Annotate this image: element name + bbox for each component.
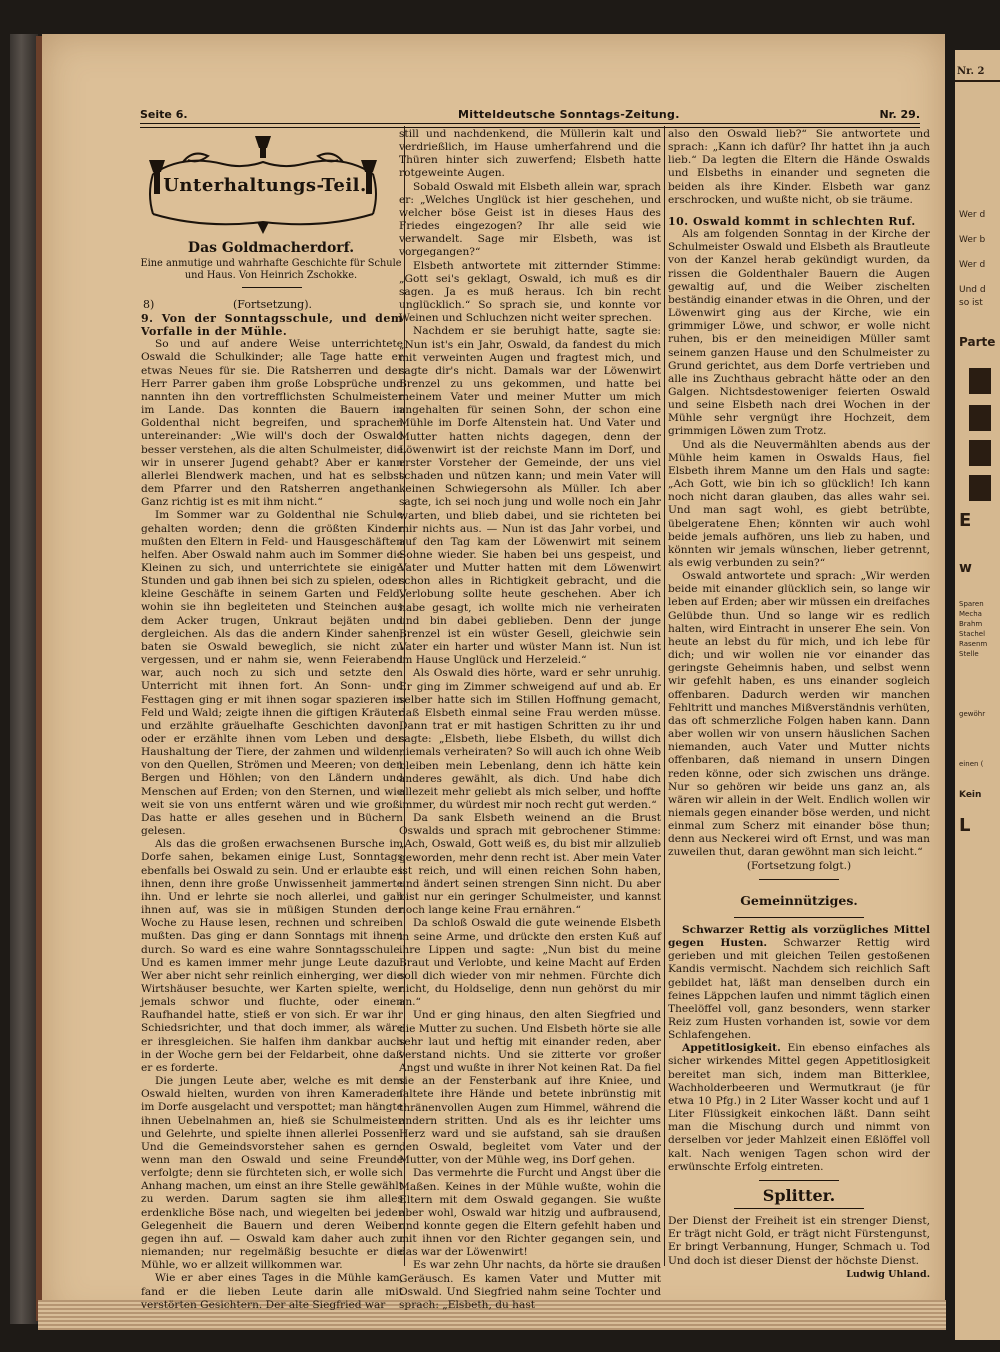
book-binding [10, 34, 38, 1324]
adjacent-fragment: Wer d [959, 260, 986, 270]
adjacent-fragment: Rasenm [959, 640, 988, 648]
adjacent-fragment: Stachel [959, 630, 986, 638]
tip-text: Schwarzer Rettig wird gerieben und mit gleichen Teilen gestoßenen Kandis vermischt. Nachdem sich reichlich Saft gebildet hat, läßt man denselben durch ein feines Läppchen laufen und nimmt täglich einen Theelöffel voll, ganz besonders, wenn starker Reiz zum Husten vorhanden ist, sowie vor dem Schlafengehen. [668, 937, 930, 1042]
adjacent-rule [955, 80, 1000, 82]
paragraph: Wie er aber eines Tages in die Mühle kam, fand er die lieben Leute darin alle mit verstörten Gesichtern. Der alte Siegfried war [141, 1272, 403, 1311]
adjacent-fragment: Wer d [959, 210, 986, 220]
paragraph: Da schloß Oswald die gute weinende Elsbeth in seine Arme, und drückte den ersten Kuß auf ihre Lippen und sagte: „Nun bist du meine Braut und Verlobte, und keine Macht auf Erden soll dich wieder von mir nehmen. Fürchte dich nicht, du Holdselige, denn nun gehörst du mir an.“ [399, 917, 661, 1009]
adjacent-fragment: L [959, 815, 971, 836]
paragraph: also den Oswald lieb?“ Sie antwortete und sprach: „Kann ich dafür? Ihr hattet ihn ja auch lieb.“ Da legten die Eltern die Hände Oswalds und Elsbeths in einander und segneten die beiden als ihre Kinder. Elsbeth war ganz erschrocken, und wußte nicht, ob sie träume. [668, 128, 930, 206]
page-header [140, 108, 920, 124]
adjacent-fragment: Brahm [959, 620, 983, 628]
paragraph: Oswald antwortete und sprach: „Wir werden beide mit einander glücklich sein, so lange wir leben auf Erden; aber wir müssen ein dreifaches Gelübde thun. Und so lange wir es redlich halten, wird Eintracht in unserer Ehe sein. Von heute an lebst du für mich, und ich lebe für dich; und wir wollen nie vor einander das geringste Geheimnis haben, und selbst wenn wir gefehlt haben, es uns einander sogleich offenbaren. Dadurch werden wir manchen Fehltritt und manches Mißverständnis verhüten, das oft schmerzliche Folgen haben kann. Dann aber wollen wir von unsern häuslichen Sachen niemanden, auch Vater und Mutter nichts offenbaren, daß niemand in unsern Dingen reden könne, oder sich zwischen uns dränge. Nur so gehören wir beide uns ganz an, als wären wir allein in der Welt. Endlich wollen wir niemals gegen einander böse werden, und nicht einmal zum Scherz mit einander böse thun; denn aus Neckerei wird oft Ernst, und was man zuweilen thut, daran gewöhnt man sich leicht.“ [668, 570, 930, 859]
paragraph: Da sank Elsbeth weinend an die Brust Oswalds und sprach mit gebrochener Stimme: „Ach, Oswald, Gott weiß es, du bist mir allzulieb geworden, mehr denn recht ist. Aber mein Vater ist reich, und will einen reichen Sohn haben, und ändert seinen strengen Sinn nicht. Du aber bist nur ein geringer Schulmeister, und kannst noch lange keine Frau ernähren.“ [399, 812, 661, 917]
paragraph: Im Sommer war zu Goldenthal nie Schule gehalten worden; denn die größten Kinder mußten den Eltern in Feld- und Hausgeschäften helfen. Aber Oswald nahm auch im Sommer die Kleinen zu sich, und unterrichtete sie einige Stunden und gab ihnen bei sich zu spielen, oder kleine Geschäfte in seinem Garten und Feld, wohin sie ihn begleiteten und Steinchen aus dem Acker trugen, Unkraut bejäten und dergleichen. Als das die andern Kinder sahen, baten sie Oswald beweglich, sie nicht zu vergessen, und er nahm sie, wenn Feierabend war, auch noch zu sich und setzte den Unterricht mit ihnen fort. An Sonn- und Festtagen ging er mit ihnen sogar spazieren in Feld und Wald; zeigte ihnen die giftigen Kräuter und erzählte gräuelhafte Geschichten davon; oder er erzählte ihnen vom Leben und der Haushaltung der Tiere, der zahmen und wilden; von den Quellen, Strömen und Meeren; von den Bergen und Höhlen; von den Ländern und Menschen auf Erden; von den Sternen, und wie weit sie von uns entfernt wären und wie groß. Das hatte er alles gesehen und in Büchern gelesen. [141, 509, 403, 838]
adjacent-block [969, 440, 991, 466]
adjacent-fragment: Stelle [959, 650, 979, 658]
adjacent-issue: Nr. 2 [957, 66, 985, 77]
tip-heading: Schwarzer Rettig als vorzügliches Mittel gegen Husten. [668, 923, 930, 950]
adjacent-fragment: gewöhr [959, 710, 986, 718]
continued-note: (Fortsetzung folgt.) [746, 859, 852, 872]
adjacent-fragment: Wer b [959, 235, 986, 245]
paragraph: Und als die Neuvermählten abends aus der Mühle heim kamen in Oswalds Haus, fiel Elsbeth ihrem Manne um den Hals und sagte: „Ach Gott, wie bin ich so glücklich! Ich kann noch nicht daran glauben, das alles wahr sei. Und man sagt wohl, es giebt betrübte, übelgeratene Ehen; könnten wir auch wohl beide jemals aufhören, uns lieb zu haben, und könnten wir jemals wünschen, lieber getrennt, als ewig verbunden zu sein?“ [668, 438, 930, 569]
column-3 [668, 128, 931, 1280]
paragraph: Sobald Oswald mit Elsbeth allein war, sprach er: „Welches Unglück ist hier geschehen, und welcher böse Geist ist in dieses Haus des Friedes eingezogen? Ihr alle seid wie verwandelt. Sage mir Elsbeth, was ist vorgegangen?“ [399, 180, 661, 259]
installment-label: (Fortsetzung). [233, 298, 312, 311]
title-rule [242, 287, 302, 288]
paragraph: Es war zehn Uhr nachts, da hörte sie draußen Geräusch. Es kamen Vater und Mutter mit Oswald. Und Siegfried nahm seine Tochter und sprach: „Elsbeth, du hast [399, 1259, 661, 1311]
section-title: Unterhaltungs-Teil. [163, 175, 367, 196]
paragraph: So und auf andere Weise unterrichtete Oswald die Schulkinder; alle Tage hatte er etwas Neues für sie. Die Ratsherren und der Herr Parrer gaben ihm große Lobsprüche und nannten ihn den vortrefflichsten Schulmeister im Lande. Das konnten die Bauern in Goldenthal nicht begreifen, und sprachen untereinander: „Wie will's doch der Oswald besser verstehen, als die alten Schulmeister, die wir in unserer Jugend gehabt? Aber er kann allerlei Blendwerk machen, und hat es selbst dem Pfarrer und den Ratsherren angethan. Ganz richtig ist es mit ihm nicht.“ [141, 338, 403, 509]
tip-paragraph [668, 1042, 930, 1174]
column-1 [141, 312, 403, 1311]
splitter-title: Splitter. [762, 1185, 836, 1205]
splitter-rule [734, 1208, 864, 1209]
paragraph: Elsbeth antwortete mit zitternder Stimme: „Gott sei's geklagt, Oswald, ich muß es dir sagen. Ja es muß heraus. Ich bin recht unglücklich.“ So sprach sie, und konnte vor Weinen und Schluchzen nicht weiter sprechen. [399, 259, 661, 325]
issue-number: Nr. 29. [879, 108, 920, 121]
page-number: Seite 6. [140, 108, 188, 121]
gemein-title: Gemeinnütziges. [740, 892, 858, 908]
adjacent-block [969, 405, 991, 431]
tip-heading: Appetitlosigkeit. [682, 1042, 781, 1055]
tip-text: Ein ebenso einfaches als sicher wirkendes Mittel gegen Appetitlosigkeit bereitet man sich, indem man Bitterklee, Wachholderbeeren und Wermutkraut (je für etwa 10 Pfg.) in 2 Liter Wasser kocht und auf 1 Liter Flüssigkeit einkochen läßt. Dann seiht man die Mischung durch und nimmt von derselben vor jeder Mahlzeit einen Eßlöffel voll kalt. Nach wenigen Tagen schon wird der erwünschte Erfolg eintreten. [668, 1042, 931, 1173]
adjacent-fragment: w [959, 560, 972, 576]
adjacent-fragment: Mecha [959, 610, 982, 618]
paragraph: still und nachdenkend, die Müllerin kalt und verdrießlich, im Hause umherfahrend und die Thüren hinter sich zuwerfend; Elsbeth hatte rotgeweinte Augen. [399, 128, 661, 180]
adjacent-block [969, 475, 991, 501]
paragraph: Und er ging hinaus, den alten Siegfried und die Mutter zu suchen. Und Elsbeth hörte sie alle sehr laut und heftig mit einander reden, aber verstand nichts. Und sie zitterte vor großer Angst und wußte in ihrer Not keinen Rat. Da fiel sie an der Fensterbank auf ihre Kniee, und faltete ihre Hände und betete inbrünstig mit thränenvollen Augen zum Himmel, während die andern stritten. Und als es ihr leichter ums Herz ward und sie aufstand, sah sie draußen den Oswald, begleitet vom Vater und der Mutter, von der Mühle weg, ins Dorf gehen. [399, 1009, 661, 1167]
story-title: Das Goldmacherdorf. [187, 240, 355, 256]
gemein-end-rule [759, 1180, 839, 1181]
paragraph: Als Oswald dies hörte, ward er sehr unruhig. Er ging im Zimmer schweigend auf und ab. Er selber hatte sich im Stillen Hoffnung gemacht, daß Elsbeth einmal seine Frau werden müsse. Dann trat er mit hastigen Schritten zu ihr und sagte: „Elsbeth, liebe Elsbeth, du willst dich niemals verheiraten? So will auch ich ohne Weib bleiben mein Lebenlang, denn ich hätte kein anderes gewählt, als dich. Und habe dich allezeit mehr geliebt als mich selber, und hoffte immer, du würdest mir noch recht gut werden.“ [399, 667, 661, 811]
gemein-rule [734, 917, 864, 918]
paragraph: Die jungen Leute aber, welche es mit dem Oswald hielten, wurden von ihren Kameraden im Dorfe ausgelacht und verspottet; man hängte ihnen Uebelnahmen an, hieß sie Schulmeister und Gelehrte, und spielte ihnen allerlei Possen. Und die Gemeindsvorsteher sahen es gern, wenn man den Oswald und seine Freunde verfolgte; denn sie fürchteten sich, er wolle sich Anhang machen, um einst an ihre Stelle gewählt zu werden. Darum sagten sie ihm alles erdenkliche Böse nach, und wiegelten bei jeder Gelegenheit die Bauern und deren Weiber gegen ihn auf. — Oswald kam daher auch zu niemanden; nur regelmäßig besuchte er die Mühle, wo er allzeit willkommen war. [141, 1075, 403, 1272]
adjacent-fragment: E [959, 510, 972, 531]
story-end-rule [759, 879, 839, 880]
adjacent-page-fragment [955, 50, 1000, 1340]
adjacent-fragment: Parte [959, 335, 996, 349]
adjacent-block [969, 368, 991, 394]
paragraph: Als das die großen erwachsenen Bursche im Dorfe sahen, bekamen einige Lust, Sonntags ebenfalls bei Oswald zu sein. Und er erlaubte es ihnen, denn ihre große Unwissenheit jammerte ihn. Und er lehrte sie noch allerlei, und gab ihnen auf, was sie in müßigen Stunden der Woche zu Hause lesen, rechnen und schreiben mußten. Das ging er dann Sonntags mit ihnen durch. So ward es eine wahre Sonntagsschule. Und es kamen immer mehr junge Leute dazu. Wer aber nicht sehr reinlich einherging, wer die Wirtshäuser besuchte, wer Karten spielte, wer jemals schwor und fluchte, oder einen Raufhandel hatte, stieß er von sich. Er war ihr Schiedsrichter, und that doch immer, als wäre er ihresgleichen. Sie halfen ihm dankbar auch in der Woche gern bei der Feldarbeit, ohne daß er es forderte. [141, 838, 403, 1074]
adjacent-fragment: so ist [959, 298, 983, 308]
adjacent-fragment: Sparen [959, 600, 984, 608]
adjacent-fragment: einen ( [959, 760, 984, 768]
story-subtitle: Eine anmutige und wahrhafte Geschichte für Schule und Haus. Von Heinrich Zschokke. [140, 258, 402, 281]
column-divider [664, 126, 665, 1266]
installment-number: 8) [143, 298, 155, 311]
paragraph: Das vermehrte die Furcht und Angst über die Maßen. Keines in der Mühle wußte, wohin die Eltern mit dem Oswald gegangen. Sie wußte aber wohl, Oswald war hitzig und aufbrausend, und konnte gegen die Eltern gefehlt haben und mit ihnen vor den Richter gegangen sein, und das war der Löwenwirt! [399, 1167, 661, 1259]
splitter-author: Ludwig Uhland. [846, 1268, 930, 1280]
adjacent-fragment: Und d [959, 285, 986, 295]
paragraph: Nachdem er sie beruhigt hatte, sagte sie: „Nun ist's ein Jahr, Oswald, da fandest du mich mit verweinten Augen und fragtest mich, und sagte dir's nicht. Damals war der Löwenwirt Brenzel zu uns gekommen, und hatte bei meinem Vater und meiner Mutter um mich angehalten für seinen Sohn, der schon eine Mühle im Dorfe Altenstein hat. Und Vater und Mutter hatten nichts dagegen, denn der Löwenwirt ist der reichste Mann im Dorf, und erster Vorsteher der Gemeinde, der uns viel schaden und nützen kann; und mein Vater will keinen Schwiegersohn als Müller. Ich aber sagte, ich sei noch jung und wolle noch ein Jahr warten, und blieb dabei, und sie richteten bei mir nichts aus. — Nun ist das Jahr vorbei, und auf den Tag kam der Löwenwirt mit seinem Sohne wieder. Sie haben bei uns gespeist, und Vater und Mutter hatten mit dem Löwenwirt schon alles in Richtigkeit gebracht, und die Verlobung sollte heute geschehen. Aber ich habe gesagt, ich wollte mich nie verheiraten und bin dabei geblieben. Denn der junge Brenzel ist ein wüster Gesell, gleichwie sein Vater ein harter und wüster Mann ist. Nun ist im Hause Unglück und Herzeleid.“ [399, 325, 661, 667]
adjacent-fragment: Kein [959, 790, 982, 800]
splitter-poem: Der Dienst der Freiheit ist ein strenger Dienst, Er trägt nicht Gold, er trägt nicht Fürstengunst, Er bringt Verbannung, Hunger, Schmach u. Tod Und doch ist dieser Dienst der höchste Dienst. [668, 1215, 930, 1267]
tip-paragraph [668, 924, 930, 1042]
chapter-heading: 10. Oswald kommt in schlechten Ruf. [668, 214, 916, 228]
chapter-heading: 9. Von der Sonntagsschule, und dem Vorfalle in der Mühle. [141, 312, 403, 339]
column-2 [399, 128, 661, 1311]
paragraph: Als am folgenden Sonntag in der Kirche der Schulmeister Oswald und Elsbeth als Brautleute von der Kanzel herab gekündigt wurden, da rissen die Goldenthaler Bauern die Augen gewaltig auf, und die Weiber zischelten beständig einander etwas in die Ohren, und der Löwenwirt ging aus der Kirche, wie ein grimmiger Löwe, und schwor, er wolle nicht ruhen, bis er den meineidigen Müller samt seinem ganzen Hause und den Schulmeister zu Grund gerichtet, aus dem Dorfe vertrieben und alle ins Zuchthaus gebracht hätte oder an den Galgen. Nichtsdestoweniger feierten Oswald und seine Elsbeth nach drei Wochen in der Mühle sehr vergnügt ihre Hochzeit, dem grimmigen Löwen zum Trotz. [668, 228, 930, 438]
newspaper-title: Mitteldeutsche Sonntags-Zeitung. [458, 108, 680, 121]
